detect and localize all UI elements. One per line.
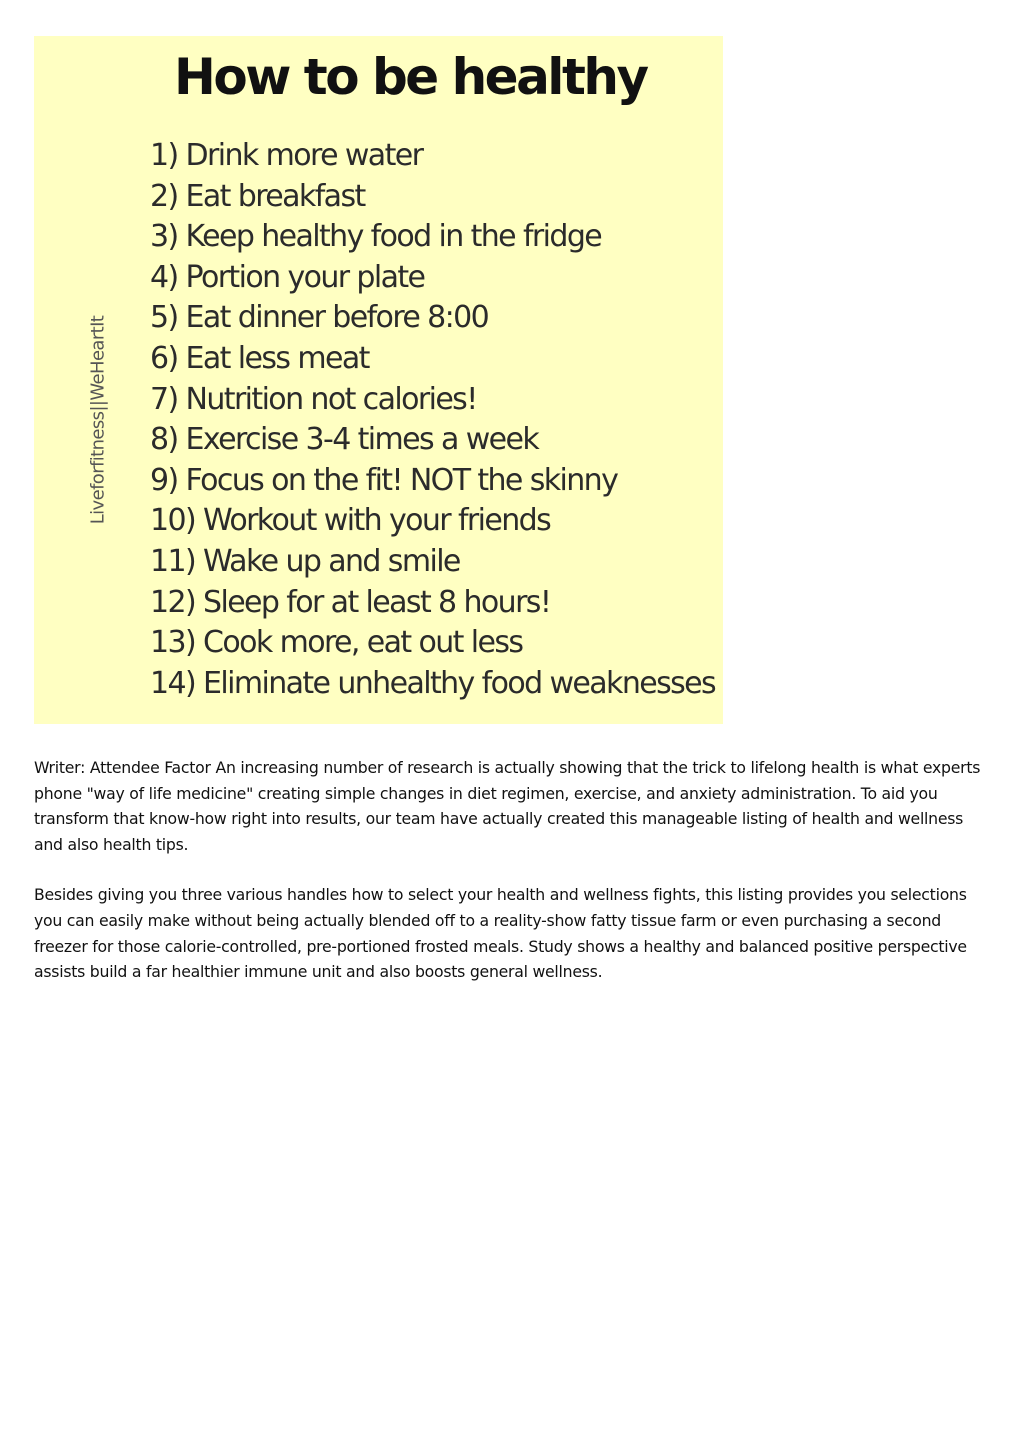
tip-item: 11) Wake up and smile xyxy=(150,543,460,579)
tip-item: 14) Eliminate unhealthy food weaknesses xyxy=(150,665,716,701)
tip-item: 6) Eat less meat xyxy=(150,340,369,376)
article-body xyxy=(34,755,994,1010)
tip-item: 10) Workout with your friends xyxy=(150,503,551,539)
article-paragraph: Writer: Attendee Factor An increasing number of research is actually showing that the trick to lifelong health is what experts phone "way of life medicine" creating simple changes in diet regimen, exercise, and anxiety administration. To aid you transform that know-how right into results, our team have actually created this manageable listing of health and wellness and also health tips. xyxy=(34,758,981,854)
tip-item: 12) Sleep for at least 8 hours! xyxy=(150,584,551,620)
tip-item: 9) Focus on the fit! NOT the skinny xyxy=(150,462,618,498)
tip-item: 3) Keep healthy food in the fridge xyxy=(150,219,602,255)
health-tips-poster xyxy=(34,36,723,724)
tip-item: 13) Cook more, eat out less xyxy=(150,625,523,661)
tip-item: 5) Eat dinner before 8:00 xyxy=(150,300,489,336)
tip-item: 8) Exercise 3-4 times a week xyxy=(150,422,539,458)
tip-item: 2) Eat breakfast xyxy=(150,178,365,214)
poster-title: How to be healthy xyxy=(174,48,647,106)
article-paragraph: Besides giving you three various handles how to select your health and wellness fights, this listing provides you selections you can easily make without being actually blended off to a reality-show fatty tissue farm or even purchasing a second freezer for those calorie-controlled, pre-portioned frosted meals. Study shows a healthy and balanced positive perspective assists build a far healthier immune unit and also boosts general wellness. xyxy=(34,885,967,982)
tip-item: 4) Portion your plate xyxy=(150,259,425,295)
tip-item: 7) Nutrition not calories! xyxy=(150,381,477,417)
poster-side-credit: Liveforfitness||WeHeartIt xyxy=(87,315,109,525)
tip-item: 1) Drink more water xyxy=(150,138,423,173)
tips-list xyxy=(150,136,715,704)
